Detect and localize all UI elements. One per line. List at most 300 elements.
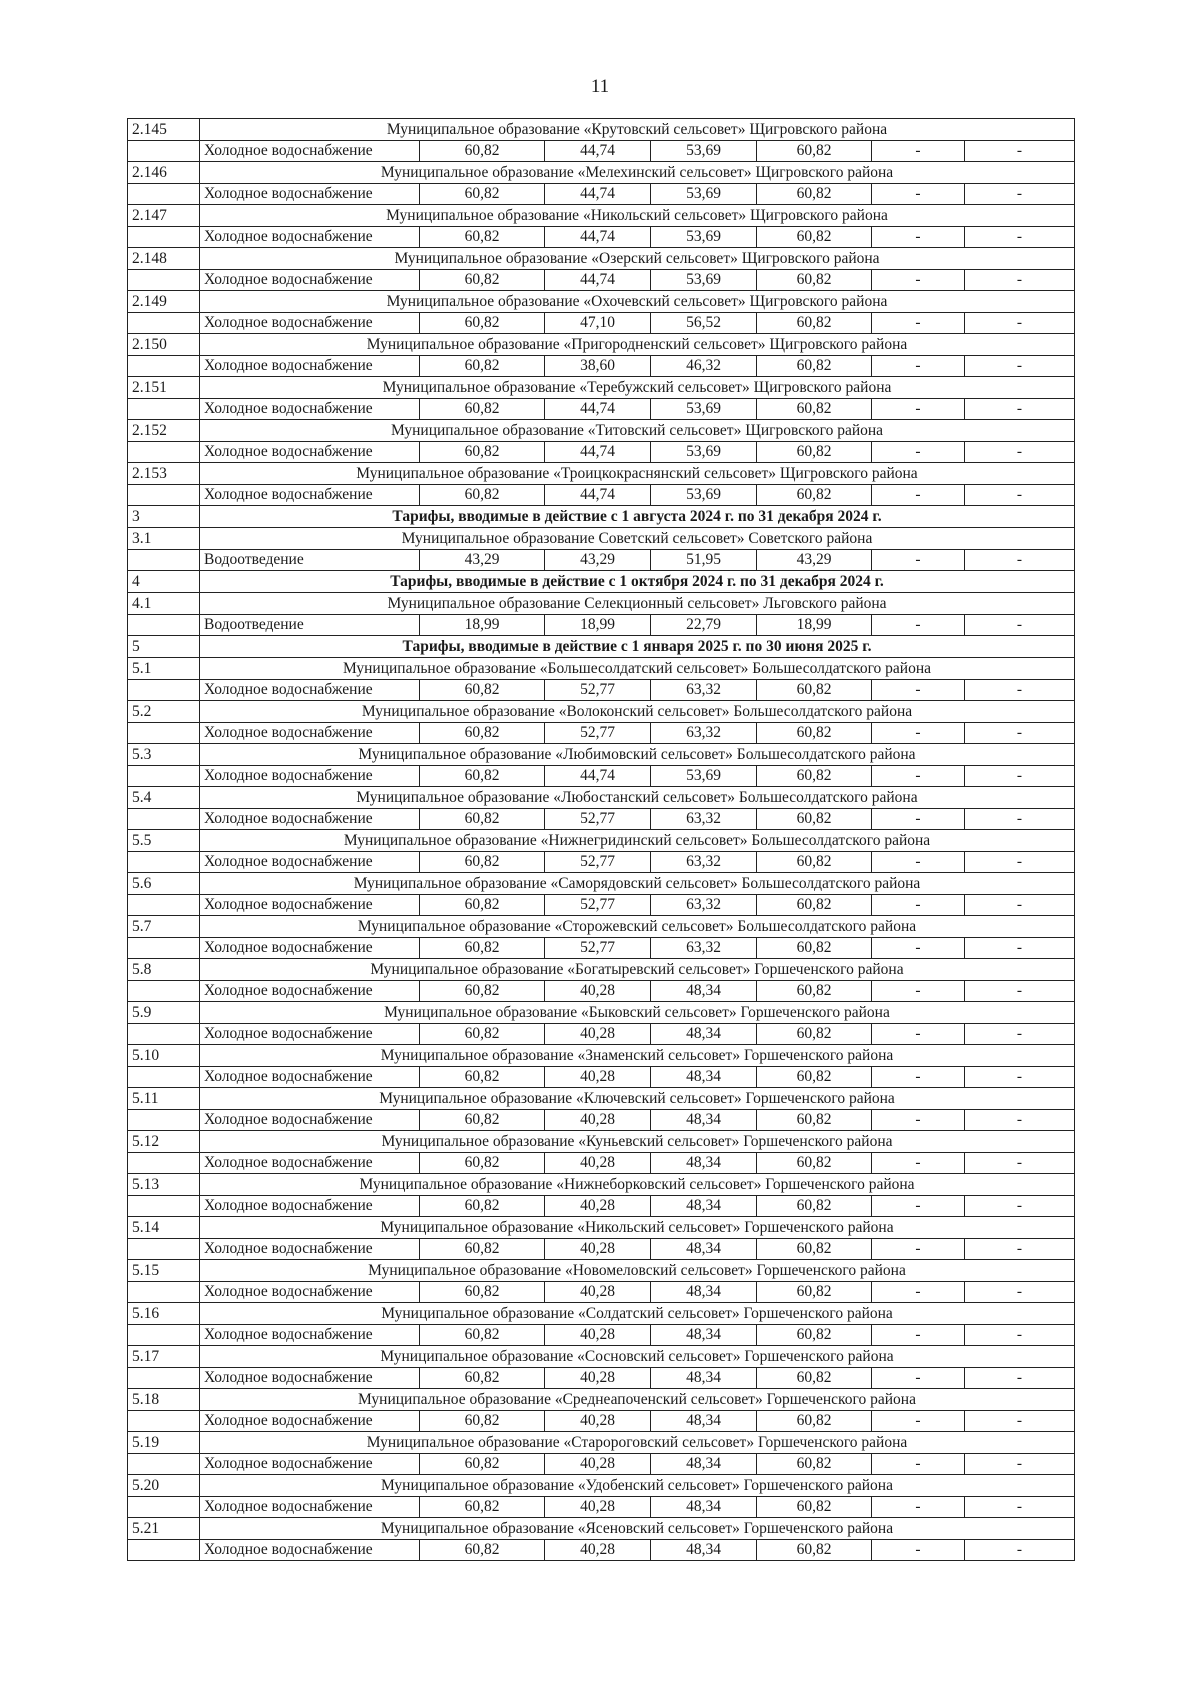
service-name: Водоотведение (200, 550, 420, 571)
tariff-value: 60,82 (420, 1540, 545, 1561)
row-number: 2.145 (128, 119, 200, 141)
entity-title: Муниципальное образование «Троицкокраснянский сельсовет» Щигровского района (200, 463, 1075, 485)
entity-title: Муниципальное образование «Охочевский сельсовет» Щигровского района (200, 291, 1075, 313)
tariff-value: 60,82 (420, 1153, 545, 1174)
entity-header-row (128, 959, 1075, 981)
tariff-value: - (872, 1110, 965, 1131)
row-number-empty (128, 1153, 200, 1174)
entity-title: Муниципальное образование «Волоконский сельсовет» Большесолдатского района (200, 701, 1075, 723)
service-name: Холодное водоснабжение (200, 1067, 420, 1088)
tariff-value: 60,82 (757, 1411, 872, 1432)
tariff-value: - (872, 809, 965, 830)
service-name: Холодное водоснабжение (200, 1110, 420, 1131)
tariff-value: 40,28 (545, 1411, 651, 1432)
entity-title: Муниципальное образование «Сосновский сельсовет» Горшеченского района (200, 1346, 1075, 1368)
tariff-value: 46,32 (651, 356, 757, 377)
tariff-value: 60,82 (757, 442, 872, 463)
entity-title: Муниципальное образование «Среднеапоченский сельсовет» Горшеченского района (200, 1389, 1075, 1411)
tariff-value: 60,82 (420, 895, 545, 916)
row-number-empty (128, 809, 200, 830)
tariff-value: - (965, 227, 1075, 248)
tariff-data-row (128, 184, 1075, 205)
tariff-value: - (872, 1368, 965, 1389)
tariff-value: - (872, 852, 965, 873)
tariff-data-row (128, 1540, 1075, 1561)
tariff-value: - (965, 270, 1075, 291)
service-name: Холодное водоснабжение (200, 270, 420, 291)
tariff-value: 43,29 (545, 550, 651, 571)
tariff-value: - (965, 852, 1075, 873)
tariff-value: 60,82 (420, 1325, 545, 1346)
row-number: 5.19 (128, 1432, 200, 1454)
row-number: 2.150 (128, 334, 200, 356)
tariff-value: 44,74 (545, 227, 651, 248)
tariff-value: - (965, 313, 1075, 334)
service-name: Холодное водоснабжение (200, 313, 420, 334)
entity-title: Муниципальное образование «Богатыревский сельсовет» Горшеченского района (200, 959, 1075, 981)
tariff-data-row (128, 852, 1075, 873)
service-name: Холодное водоснабжение (200, 938, 420, 959)
row-number: 2.147 (128, 205, 200, 227)
tariff-value: - (965, 680, 1075, 701)
row-number-empty (128, 723, 200, 744)
service-name: Холодное водоснабжение (200, 399, 420, 420)
entity-title: Муниципальное образование «Быковский сельсовет» Горшеченского района (200, 1002, 1075, 1024)
tariff-value: - (872, 442, 965, 463)
tariff-value: - (872, 766, 965, 787)
entity-header-row (128, 1045, 1075, 1067)
tariff-value: 53,69 (651, 227, 757, 248)
entity-title: Муниципальное образование «Мелехинский сельсовет» Щигровского района (200, 162, 1075, 184)
entity-header-row (128, 787, 1075, 809)
tariff-value: - (965, 1196, 1075, 1217)
row-number-empty (128, 550, 200, 571)
entity-header-row (128, 1174, 1075, 1196)
tariff-value: 60,82 (420, 1282, 545, 1303)
tariff-value: 48,34 (651, 981, 757, 1002)
tariff-value: 40,28 (545, 1239, 651, 1260)
row-number: 5.8 (128, 959, 200, 981)
service-name: Холодное водоснабжение (200, 1454, 420, 1475)
tariff-value: 52,77 (545, 723, 651, 744)
tariff-value: 48,34 (651, 1454, 757, 1475)
tariff-value: - (965, 1454, 1075, 1475)
tariff-value: - (965, 938, 1075, 959)
tariff-value: - (965, 141, 1075, 162)
tariff-value: 60,82 (757, 1497, 872, 1518)
tariff-value: 40,28 (545, 1067, 651, 1088)
entity-header-row (128, 420, 1075, 442)
tariff-value: - (965, 184, 1075, 205)
tariff-value: 63,32 (651, 680, 757, 701)
service-name: Холодное водоснабжение (200, 442, 420, 463)
tariff-value: - (965, 485, 1075, 506)
service-name: Холодное водоснабжение (200, 184, 420, 205)
tariff-data-row (128, 270, 1075, 291)
service-name: Холодное водоснабжение (200, 141, 420, 162)
tariff-data-row (128, 1153, 1075, 1174)
tariff-value: 60,82 (757, 270, 872, 291)
entity-title: Муниципальное образование «Теребужский сельсовет» Щигровского района (200, 377, 1075, 399)
tariff-data-row (128, 981, 1075, 1002)
tariff-value: - (965, 1110, 1075, 1131)
tariff-value: 60,82 (757, 895, 872, 916)
row-number: 5.13 (128, 1174, 200, 1196)
tariff-value: 40,28 (545, 981, 651, 1002)
row-number: 2.151 (128, 377, 200, 399)
tariff-value: 44,74 (545, 184, 651, 205)
tariff-data-row (128, 1110, 1075, 1131)
tariff-value: - (872, 1325, 965, 1346)
service-name: Водоотведение (200, 615, 420, 636)
tariff-value: 51,95 (651, 550, 757, 571)
tariff-value: 60,82 (420, 141, 545, 162)
row-number: 4.1 (128, 593, 200, 615)
entity-title: Муниципальное образование «Знаменский сельсовет» Горшеченского района (200, 1045, 1075, 1067)
row-number: 5.15 (128, 1260, 200, 1282)
entity-header-row (128, 205, 1075, 227)
tariff-value: 60,82 (757, 227, 872, 248)
tariff-value: 44,74 (545, 766, 651, 787)
tariff-value: 60,82 (757, 680, 872, 701)
row-number: 5.7 (128, 916, 200, 938)
tariff-value: 60,82 (757, 399, 872, 420)
entity-title: Муниципальное образование «Любостанский сельсовет» Большесолдатского района (200, 787, 1075, 809)
tariff-value: 53,69 (651, 184, 757, 205)
entity-header-row (128, 1002, 1075, 1024)
tariff-value: 60,82 (420, 938, 545, 959)
tariff-value: 53,69 (651, 399, 757, 420)
row-number: 2.152 (128, 420, 200, 442)
entity-header-row (128, 119, 1075, 141)
tariff-value: - (872, 1024, 965, 1045)
tariff-value: 60,82 (420, 766, 545, 787)
entity-title: Муниципальное образование «Куньевский сельсовет» Горшеченского района (200, 1131, 1075, 1153)
tariff-value: 47,10 (545, 313, 651, 334)
tariff-value: - (965, 809, 1075, 830)
entity-header-row (128, 593, 1075, 615)
tariff-value: 48,34 (651, 1411, 757, 1432)
tariff-table (127, 118, 1075, 1561)
tariff-value: 60,82 (757, 723, 872, 744)
tariff-data-row (128, 485, 1075, 506)
service-name: Холодное водоснабжение (200, 766, 420, 787)
tariff-value: 48,34 (651, 1024, 757, 1045)
entity-header-row (128, 744, 1075, 766)
tariff-value: 60,82 (420, 1110, 545, 1131)
tariff-data-row (128, 895, 1075, 916)
entity-header-row (128, 463, 1075, 485)
entity-header-row (128, 1432, 1075, 1454)
row-number-empty (128, 399, 200, 420)
tariff-value: 60,82 (420, 356, 545, 377)
tariff-value: - (965, 1325, 1075, 1346)
row-number-empty (128, 1368, 200, 1389)
row-number: 5.9 (128, 1002, 200, 1024)
tariff-value: 60,82 (420, 1067, 545, 1088)
tariff-value: - (965, 1368, 1075, 1389)
tariff-value: - (872, 1411, 965, 1432)
tariff-data-row (128, 399, 1075, 420)
section-header-row (128, 506, 1075, 528)
row-number: 5.10 (128, 1045, 200, 1067)
tariff-value: 60,82 (420, 227, 545, 248)
row-number: 5.1 (128, 658, 200, 680)
tariff-value: - (965, 1411, 1075, 1432)
tariff-value: 60,82 (757, 1282, 872, 1303)
tariff-value: - (965, 1282, 1075, 1303)
tariff-data-row (128, 1282, 1075, 1303)
row-number-empty (128, 766, 200, 787)
tariff-value: - (965, 1540, 1075, 1561)
tariff-value: - (872, 1282, 965, 1303)
service-name: Холодное водоснабжение (200, 485, 420, 506)
row-number: 5.2 (128, 701, 200, 723)
tariff-value: - (872, 895, 965, 916)
tariff-data-row (128, 1196, 1075, 1217)
entity-header-row (128, 1518, 1075, 1540)
entity-header-row (128, 1475, 1075, 1497)
entity-title: Муниципальное образование «Озерский сельсовет» Щигровского района (200, 248, 1075, 270)
row-number-empty (128, 615, 200, 636)
tariff-value: 40,28 (545, 1196, 651, 1217)
entity-title: Муниципальное образование Советский сельсовет» Советского района (200, 528, 1075, 550)
tariff-value: - (872, 1540, 965, 1561)
tariff-value: 52,77 (545, 895, 651, 916)
tariff-value: 60,82 (757, 356, 872, 377)
entity-header-row (128, 1303, 1075, 1325)
tariff-value: 60,82 (757, 1325, 872, 1346)
tariff-value: 52,77 (545, 938, 651, 959)
row-number-empty (128, 852, 200, 873)
tariff-data-row (128, 1239, 1075, 1260)
tariff-data-row (128, 1024, 1075, 1045)
tariff-value: 52,77 (545, 680, 651, 701)
tariff-table-body (128, 119, 1075, 1561)
tariff-value: - (965, 615, 1075, 636)
entity-header-row (128, 1217, 1075, 1239)
tariff-value: 60,82 (757, 1024, 872, 1045)
row-number: 3 (128, 506, 200, 528)
service-name: Холодное водоснабжение (200, 723, 420, 744)
entity-header-row (128, 291, 1075, 313)
tariff-value: 60,82 (757, 313, 872, 334)
tariff-value: 40,28 (545, 1282, 651, 1303)
row-number-empty (128, 1454, 200, 1475)
row-number: 2.148 (128, 248, 200, 270)
row-number: 5 (128, 636, 200, 658)
tariff-value: 60,82 (420, 184, 545, 205)
tariff-value: 18,99 (545, 615, 651, 636)
tariff-value: - (872, 1196, 965, 1217)
tariff-value: 18,99 (420, 615, 545, 636)
tariff-data-row (128, 356, 1075, 377)
tariff-value: 53,69 (651, 270, 757, 291)
service-name: Холодное водоснабжение (200, 1325, 420, 1346)
row-number: 5.17 (128, 1346, 200, 1368)
entity-header-row (128, 162, 1075, 184)
tariff-value: 63,32 (651, 895, 757, 916)
tariff-value: 40,28 (545, 1110, 651, 1131)
row-number: 5.3 (128, 744, 200, 766)
tariff-value: 60,82 (757, 1067, 872, 1088)
service-name: Холодное водоснабжение (200, 680, 420, 701)
tariff-value: 60,82 (420, 1368, 545, 1389)
tariff-value: - (965, 1497, 1075, 1518)
tariff-value: 63,32 (651, 852, 757, 873)
tariff-value: 60,82 (757, 938, 872, 959)
entity-title: Муниципальное образование «Большесолдатский сельсовет» Большесолдатского района (200, 658, 1075, 680)
row-number-empty (128, 313, 200, 334)
tariff-value: - (965, 723, 1075, 744)
entity-title: Муниципальное образование «Титовский сельсовет» Щигровского района (200, 420, 1075, 442)
page-number: 11 (590, 76, 610, 97)
tariff-value: 53,69 (651, 766, 757, 787)
entity-title: Муниципальное образование «Любимовский сельсовет» Большесолдатского района (200, 744, 1075, 766)
tariff-value: 60,82 (420, 1497, 545, 1518)
tariff-value: - (965, 356, 1075, 377)
tariff-data-row (128, 766, 1075, 787)
row-number: 5.5 (128, 830, 200, 852)
service-name: Холодное водоснабжение (200, 1196, 420, 1217)
tariff-value: 60,82 (757, 1196, 872, 1217)
row-number: 2.146 (128, 162, 200, 184)
tariff-value: - (965, 442, 1075, 463)
row-number-empty (128, 141, 200, 162)
row-number: 5.14 (128, 1217, 200, 1239)
tariff-data-row (128, 1368, 1075, 1389)
tariff-value: 60,82 (757, 184, 872, 205)
tariff-value: 48,34 (651, 1153, 757, 1174)
tariff-value: 60,82 (420, 270, 545, 291)
tariff-value: 48,34 (651, 1110, 757, 1131)
tariff-value: - (872, 615, 965, 636)
row-number-empty (128, 895, 200, 916)
row-number: 5.21 (128, 1518, 200, 1540)
tariff-value: - (965, 1067, 1075, 1088)
tariff-value: 60,82 (420, 680, 545, 701)
tariff-value: - (872, 184, 965, 205)
section-header-row (128, 636, 1075, 658)
entity-header-row (128, 377, 1075, 399)
row-number-empty (128, 1411, 200, 1432)
tariff-value: 48,34 (651, 1239, 757, 1260)
tariff-value: 40,28 (545, 1368, 651, 1389)
tariff-value: 44,74 (545, 442, 651, 463)
entity-title: Муниципальное образование «Нижнегридинский сельсовет» Большесолдатского района (200, 830, 1075, 852)
tariff-value: 44,74 (545, 485, 651, 506)
tariff-value: - (872, 270, 965, 291)
entity-header-row (128, 1389, 1075, 1411)
tariff-value: 60,82 (757, 766, 872, 787)
row-number-empty (128, 1282, 200, 1303)
service-name: Холодное водоснабжение (200, 356, 420, 377)
tariff-value: 60,82 (420, 442, 545, 463)
tariff-value: 44,74 (545, 141, 651, 162)
row-number-empty (128, 938, 200, 959)
section-title: Тарифы, вводимые в действие с 1 октября 2024 г. по 31 декабря 2024 г. (200, 571, 1075, 593)
row-number-empty (128, 1497, 200, 1518)
row-number-empty (128, 184, 200, 205)
tariff-value: 60,82 (757, 1454, 872, 1475)
tariff-value: - (965, 1239, 1075, 1260)
tariff-data-row (128, 1454, 1075, 1475)
entity-header-row (128, 701, 1075, 723)
tariff-value: 60,82 (757, 809, 872, 830)
tariff-value: - (872, 485, 965, 506)
tariff-value: 43,29 (420, 550, 545, 571)
service-name: Холодное водоснабжение (200, 809, 420, 830)
section-title: Тарифы, вводимые в действие с 1 августа 2024 г. по 31 декабря 2024 г. (200, 506, 1075, 528)
tariff-value: 48,34 (651, 1325, 757, 1346)
service-name: Холодное водоснабжение (200, 1024, 420, 1045)
tariff-value: 52,77 (545, 852, 651, 873)
tariff-value: 60,82 (420, 1454, 545, 1475)
entity-title: Муниципальное образование «Никольский сельсовет» Щигровского района (200, 205, 1075, 227)
tariff-value: 60,82 (420, 723, 545, 744)
entity-header-row (128, 528, 1075, 550)
service-name: Холодное водоснабжение (200, 1497, 420, 1518)
section-header-row (128, 571, 1075, 593)
service-name: Холодное водоснабжение (200, 1540, 420, 1561)
tariff-data-row (128, 550, 1075, 571)
row-number: 5.20 (128, 1475, 200, 1497)
service-name: Холодное водоснабжение (200, 1282, 420, 1303)
tariff-value: 44,74 (545, 270, 651, 291)
tariff-value: 40,28 (545, 1454, 651, 1475)
service-name: Холодное водоснабжение (200, 981, 420, 1002)
tariff-value: - (872, 399, 965, 420)
entity-title: Муниципальное образование «Никольский сельсовет» Горшеченского района (200, 1217, 1075, 1239)
tariff-value: 52,77 (545, 809, 651, 830)
service-name: Холодное водоснабжение (200, 1368, 420, 1389)
entity-header-row (128, 334, 1075, 356)
tariff-value: - (872, 1454, 965, 1475)
tariff-data-row (128, 227, 1075, 248)
tariff-value: 60,82 (420, 1024, 545, 1045)
tariff-value: 60,82 (420, 1411, 545, 1432)
tariff-value: 60,82 (757, 485, 872, 506)
tariff-value: 60,82 (420, 809, 545, 830)
tariff-data-row (128, 141, 1075, 162)
tariff-value: 60,82 (757, 852, 872, 873)
tariff-value: - (872, 981, 965, 1002)
row-number: 4 (128, 571, 200, 593)
row-number-empty (128, 680, 200, 701)
row-number: 2.153 (128, 463, 200, 485)
tariff-value: 48,34 (651, 1497, 757, 1518)
entity-header-row (128, 1346, 1075, 1368)
tariff-value: - (965, 895, 1075, 916)
row-number: 5.4 (128, 787, 200, 809)
tariff-value: - (872, 938, 965, 959)
service-name: Холодное водоснабжение (200, 1153, 420, 1174)
tariff-value: 63,32 (651, 938, 757, 959)
tariff-value: - (872, 227, 965, 248)
tariff-value: 40,28 (545, 1540, 651, 1561)
tariff-value: 63,32 (651, 809, 757, 830)
tariff-value: 38,60 (545, 356, 651, 377)
entity-title: Муниципальное образование «Сторожевский сельсовет» Большесолдатского района (200, 916, 1075, 938)
tariff-data-row (128, 313, 1075, 334)
tariff-value: 60,82 (757, 981, 872, 1002)
tariff-value: 40,28 (545, 1497, 651, 1518)
tariff-value: 60,82 (420, 313, 545, 334)
tariff-value: - (872, 680, 965, 701)
tariff-value: 60,82 (420, 1196, 545, 1217)
entity-title: Муниципальное образование «Новомеловский сельсовет» Горшеченского района (200, 1260, 1075, 1282)
row-number-empty (128, 1110, 200, 1131)
